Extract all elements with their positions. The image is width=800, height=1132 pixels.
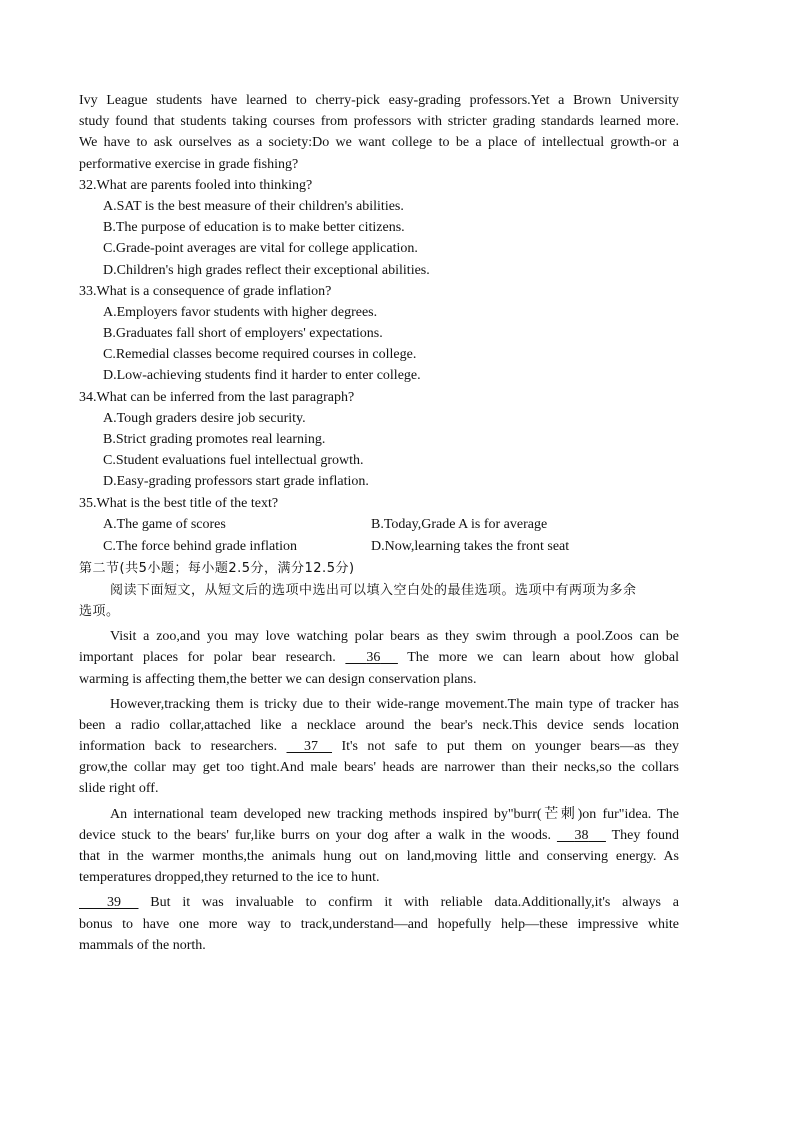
section-heading: 第二节(共5小题；每小题2.5分，满分12.5分) — [79, 560, 355, 576]
text-line: study found that students taking courses from professors with stricter grading standards learned more. — [79, 114, 679, 130]
blank-number: 36 — [366, 650, 381, 666]
text-segment: It's not safe to put them on younger bears—as they — [341, 739, 680, 755]
option-b: B.Graduates fall short of employers' expectations. — [103, 326, 383, 342]
question-stem: 35.What is the best title of the text? — [79, 495, 279, 511]
passage-paragraph-4 — [79, 892, 679, 956]
text-line: been a radio collar,attached like a necklace around the bear's neck.This device sends location — [79, 717, 679, 733]
instruction-line: 选项。 — [79, 604, 120, 620]
text-line — [79, 892, 679, 913]
option-c: C.The force behind grade inflation — [103, 538, 297, 554]
option-d: D.Children's high grades reflect their exceptional abilities. — [103, 262, 430, 278]
text-line: Visit a zoo,and you may love watching polar bears as they swim through a pool.Zoos can be — [110, 629, 679, 645]
blank-38 — [557, 825, 606, 846]
option-b: B.The purpose of education is to make better citizens. — [103, 220, 405, 236]
text-line — [79, 736, 679, 757]
text-line: slide right off. — [79, 781, 159, 797]
text-line: warming is affecting them,the better we can design conservation plans. — [79, 671, 477, 687]
text-segment: important places for polar bear research. — [79, 650, 336, 666]
option-b: B.Strict grading promotes real learning. — [103, 432, 326, 447]
question-32 — [79, 175, 679, 281]
text-line — [79, 647, 679, 668]
blank-number: 39 — [107, 895, 121, 911]
text-segment: device stuck to the bears' fur,like burrs on your dog after a walk in the woods. — [79, 827, 551, 843]
question-stem: 32.What are parents fooled into thinking? — [79, 177, 313, 193]
text-line: performative exercise in grade fishing? — [79, 156, 299, 172]
text-line: grow,the collar may get too tight.And male bears' heads are narrower than their necks,so the collars — [79, 760, 679, 776]
option-c: C.Grade-point averages are vital for college application. — [103, 241, 418, 257]
question-35 — [79, 493, 679, 558]
blank-36 — [345, 647, 398, 668]
blank-number: 38 — [574, 827, 589, 843]
option-a: A.Employers favor students with higher degrees. — [103, 304, 378, 320]
text-segment: The more we can learn about how global — [407, 650, 679, 666]
option-d: D.Easy-grading professors start grade inflation. — [103, 474, 369, 490]
option-d: D.Low-achieving students find it harder to enter college. — [103, 368, 421, 384]
text-segment: But it was invaluable to confirm it with reliable data.Additionally,it's always a — [150, 895, 679, 911]
text-line: mammals of the north. — [79, 937, 206, 953]
passage-paragraph-1 — [79, 626, 679, 690]
text-segment: information back to researchers. — [79, 739, 278, 755]
instruction-line: 阅读下面短文，从短文后的选项中选出可以填入空白处的最佳选项。选项中有两项为多余 — [110, 583, 637, 599]
option-a: A.Tough graders desire job security. — [103, 410, 306, 426]
option-c: C.Student evaluations fuel intellectual growth. — [103, 453, 364, 469]
blank-39 — [79, 892, 139, 913]
text-line: An international team developed new tracking methods inspired by"burr(芒刺)on fur"idea. The — [110, 806, 679, 822]
passage-paragraph-2 — [79, 694, 679, 800]
text-line: bonus to have one more way to track,understand—and hopefully help—these impressive white — [79, 916, 679, 932]
text-segment: They found — [611, 827, 679, 843]
option-a: A.The game of scores — [103, 516, 226, 532]
option-row — [79, 514, 679, 535]
option-a: A.SAT is the best measure of their children's abilities. — [103, 198, 404, 214]
passage-paragraph-3 — [79, 804, 679, 889]
option-row — [79, 535, 679, 558]
option-c: C.Remedial classes become required courses in college. — [103, 347, 417, 363]
text-line — [79, 825, 679, 846]
text-line: We have to ask ourselves as a society:Do we want college to be a place of intellectual growth-or a — [79, 135, 679, 151]
intro-paragraph — [79, 90, 679, 175]
question-stem: 33.What is a consequence of grade inflation? — [79, 283, 332, 299]
blank-number: 37 — [304, 739, 319, 755]
question-33 — [79, 281, 679, 387]
text-line: temperatures dropped,they returned to the ice to hunt. — [79, 870, 380, 886]
section-2 — [79, 558, 679, 626]
option-d: D.Now,learning takes the front seat — [371, 538, 570, 554]
question-34 — [79, 387, 679, 493]
document-page — [79, 90, 679, 956]
text-line: However,tracking them is tricky due to their wide-range movement.The main type of tracker has — [110, 696, 679, 712]
option-b: B.Today,Grade A is for average — [371, 516, 548, 532]
blank-37 — [287, 736, 333, 757]
text-line: Ivy League students have learned to cherry-pick easy-grading professors.Yet a Brown University — [79, 93, 679, 108]
question-stem: 34.What can be inferred from the last paragraph? — [79, 389, 355, 405]
text-line: that in the warmer months,the animals hung out on land,moving little and conserving energy. As — [79, 849, 679, 864]
